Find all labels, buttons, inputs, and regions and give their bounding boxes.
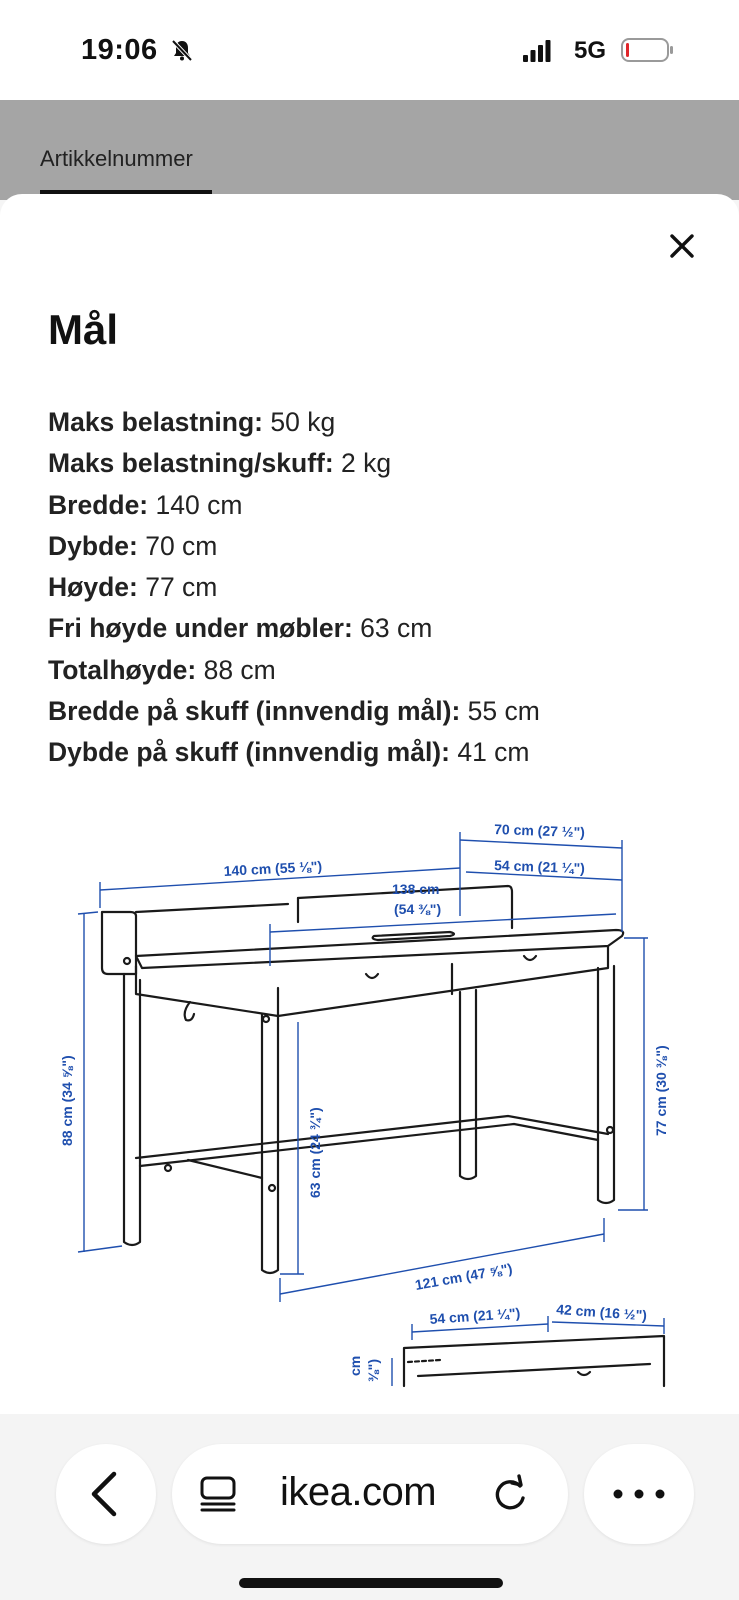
spec-list	[48, 402, 540, 774]
spec-value: 55 cm	[467, 696, 540, 727]
url-text: ikea.com	[280, 1470, 437, 1514]
close-button[interactable]	[664, 228, 700, 264]
label-drawer-height-2: ⅜")	[365, 1359, 381, 1382]
more-icon	[584, 1444, 694, 1544]
spec-value: 2 kg	[341, 448, 392, 479]
spec-value: 63 cm	[360, 613, 433, 644]
spec-value: 77 cm	[145, 572, 218, 603]
spec-row	[48, 526, 540, 567]
back-icon	[56, 1444, 156, 1544]
spec-label: Dybde:	[48, 530, 138, 561]
spec-row	[48, 485, 540, 526]
close-icon	[664, 228, 700, 264]
spec-label: Maks belastning/skuff:	[48, 448, 334, 479]
spec-value: 41 cm	[457, 737, 530, 768]
sheet-title: Mål	[48, 306, 119, 353]
spec-label: Totalhøyde:	[48, 654, 197, 685]
label-drawer-width: 54 cm (21 ¼")	[429, 1304, 521, 1327]
label-depth-total: 70 cm (27 ½")	[493, 821, 586, 841]
label-leg-span: 121 cm (47 ⅝")	[413, 1260, 514, 1293]
spec-label: Bredde:	[48, 489, 149, 520]
label-width-inner-2: (54 ⅜")	[394, 901, 442, 917]
spec-row	[48, 402, 540, 443]
back-button[interactable]	[56, 1444, 156, 1544]
status-bar	[0, 0, 739, 100]
spec-value: 140 cm	[155, 489, 243, 520]
reload-icon[interactable]	[490, 1474, 530, 1514]
battery-icon	[621, 38, 675, 67]
dimensions-sheet	[0, 194, 739, 1414]
label-drawer-height-1: cm	[347, 1355, 363, 1376]
home-indicator	[239, 1578, 503, 1588]
spec-label: Bredde på skuff (innvendig mål):	[48, 696, 461, 727]
spec-value: 70 cm	[145, 530, 218, 561]
status-time: 19:06	[81, 34, 158, 66]
label-height-desk: 77 cm (30 ⅜")	[653, 1045, 669, 1136]
spec-row	[48, 650, 540, 691]
background-page	[0, 100, 739, 200]
label-width-total: 140 cm (55 ⅛")	[223, 857, 323, 879]
address-bar[interactable]	[172, 1444, 568, 1544]
label-drawer-depth: 42 cm (16 ½")	[555, 1301, 648, 1324]
label-width-inner-1: 138 cm	[392, 881, 440, 897]
spec-row	[48, 691, 540, 732]
dimension-labels	[59, 821, 669, 1382]
spec-label: Fri høyde under møbler:	[48, 613, 353, 644]
desk-dimension-diagram	[48, 816, 688, 1414]
spec-value: 50 kg	[270, 407, 336, 437]
spec-value: 88 cm	[203, 654, 276, 685]
spec-label: Maks belastning:	[48, 407, 263, 437]
network-label: 5G	[574, 37, 607, 64]
bell-slash-icon	[170, 38, 194, 67]
spec-row	[48, 443, 540, 484]
browser-bottom-bar	[0, 1414, 739, 1600]
spec-label: Dybde på skuff (innvendig mål):	[48, 737, 450, 768]
signal-icon	[523, 40, 551, 67]
label-clearance: 63 cm (24 ¾")	[307, 1107, 323, 1198]
spec-row	[48, 732, 540, 773]
spec-row	[48, 567, 540, 608]
label-depth-inner: 54 cm (21 ¼")	[493, 857, 586, 877]
tabs-icon	[200, 1476, 238, 1512]
tab-artikkelnummer[interactable]: Artikkelnummer	[40, 146, 193, 171]
spec-row	[48, 608, 540, 649]
label-height-total: 88 cm (34 ⅝")	[59, 1055, 75, 1146]
more-button[interactable]	[584, 1444, 694, 1544]
spec-label: Høyde:	[48, 572, 138, 603]
